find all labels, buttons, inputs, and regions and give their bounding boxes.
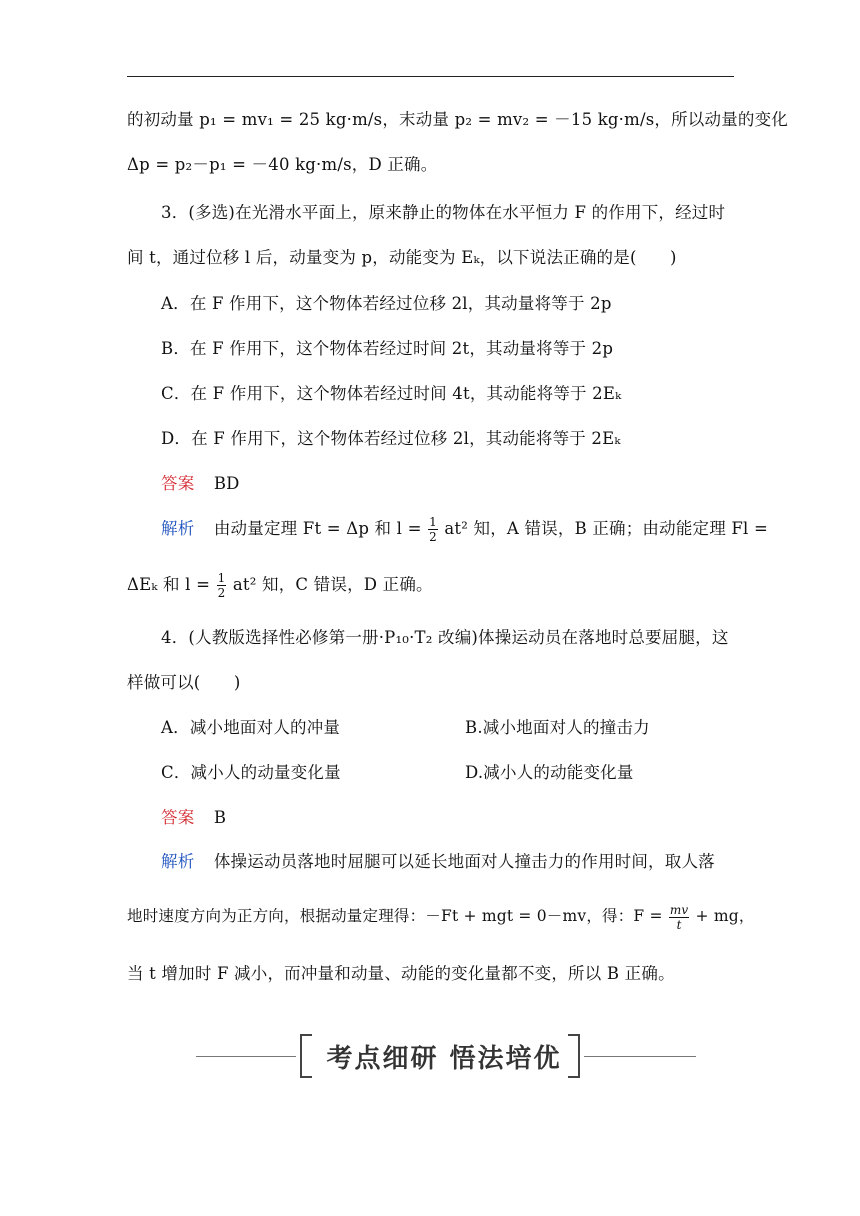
option-a: A．减小地面对人的冲量 — [161, 718, 341, 737]
analysis-text: 由动量定理 Ft = Δp 和 l = — [213, 519, 422, 538]
question-4-stem: 4．(人教版选择性必修第一册·P₁₀·T₂ 改编)体操运动员在落地时总要屈腿，这 — [161, 628, 729, 647]
analysis-row — [161, 850, 768, 874]
option-c: C．在 F 作用下，这个物体若经过时间 4t，其动能将等于 2Eₖ — [161, 384, 622, 403]
answer-label: 答案 — [161, 808, 195, 827]
answer-label: 答案 — [161, 474, 195, 493]
option-d: D．在 F 作用下，这个物体若经过位移 2l，其动能将等于 2Eₖ — [161, 429, 621, 448]
option-b: B.减小地面对人的撞击力 — [465, 718, 650, 737]
analysis-row-cont: 当 t 增加时 F 减小，而冲量和动量、动能的变化量都不变，所以 B 正确。 — [127, 964, 675, 983]
analysis-text: 体操运动员落地时屈腿可以延长地面对人撞击力的作用时间，取人落 — [213, 852, 715, 871]
fraction-half: $\frac{1}{2}$ — [429, 515, 437, 544]
answer-row — [161, 806, 768, 830]
question-3-stem: 3．(多选)在光滑水平面上，原来静止的物体在水平恒力 F 的作用下，经过时 — [161, 203, 726, 222]
text-line: Δp = p₂－p₁ = －40 kg·m/s，D 正确。 — [127, 155, 438, 174]
banner-left-line — [196, 1056, 296, 1057]
banner-title: 考点细研 悟法培优 — [326, 1044, 562, 1074]
analysis-text: at² 知，A 错误，B 正确；由动能定理 Fl = — [444, 519, 768, 538]
answer-value: B — [213, 808, 227, 827]
banner-right-line — [584, 1056, 696, 1057]
banner-left-bracket — [300, 1034, 312, 1078]
analysis-label: 解析 — [161, 852, 195, 871]
text-line: 的初动量 p₁ = mv₁ = 25 kg·m/s，末动量 p₂ = mv₂ = －15 kg·m/s，所以动量的变化 — [127, 110, 789, 129]
fraction-half: $\frac{1}{2}$ — [217, 571, 226, 600]
option-a: A．在 F 作用下，这个物体若经过位移 2l，其动量将等于 2p — [161, 294, 612, 313]
analysis-text: 地时速度方向为正方向，根据动量定理得：－Ft + mgt = 0－mv，得：F = — [127, 907, 663, 925]
question-4-stem-cont: 样做可以( ) — [127, 673, 241, 692]
option-c: C．减小人的动量变化量 — [161, 763, 341, 782]
section-banner — [196, 1030, 696, 1080]
fraction-mv-over-t: $\frac{mv}{t}$ — [669, 902, 689, 932]
option-d: D.减小人的动能变化量 — [465, 763, 634, 782]
analysis-text: ΔEₖ 和 l = — [127, 575, 211, 594]
analysis-row — [161, 514, 768, 544]
banner-right-bracket — [568, 1034, 580, 1078]
analysis-text: + mg， — [695, 907, 755, 925]
analysis-row-cont — [127, 570, 734, 600]
header-rule — [127, 76, 734, 77]
question-3-stem-cont: 间 t，通过位移 l 后，动量变为 p，动能变为 Eₖ，以下说法正确的是( ) — [127, 248, 677, 267]
answer-row — [161, 472, 768, 496]
analysis-row-cont — [127, 900, 755, 932]
analysis-text: at² 知，C 错误，D 正确。 — [232, 575, 433, 594]
analysis-label: 解析 — [161, 519, 195, 538]
options-row-1 — [161, 716, 768, 740]
answer-value: BD — [213, 474, 240, 493]
option-b: B．在 F 作用下，这个物体若经过时间 2t，其动量将等于 2p — [161, 339, 614, 358]
options-row-2 — [161, 761, 768, 785]
